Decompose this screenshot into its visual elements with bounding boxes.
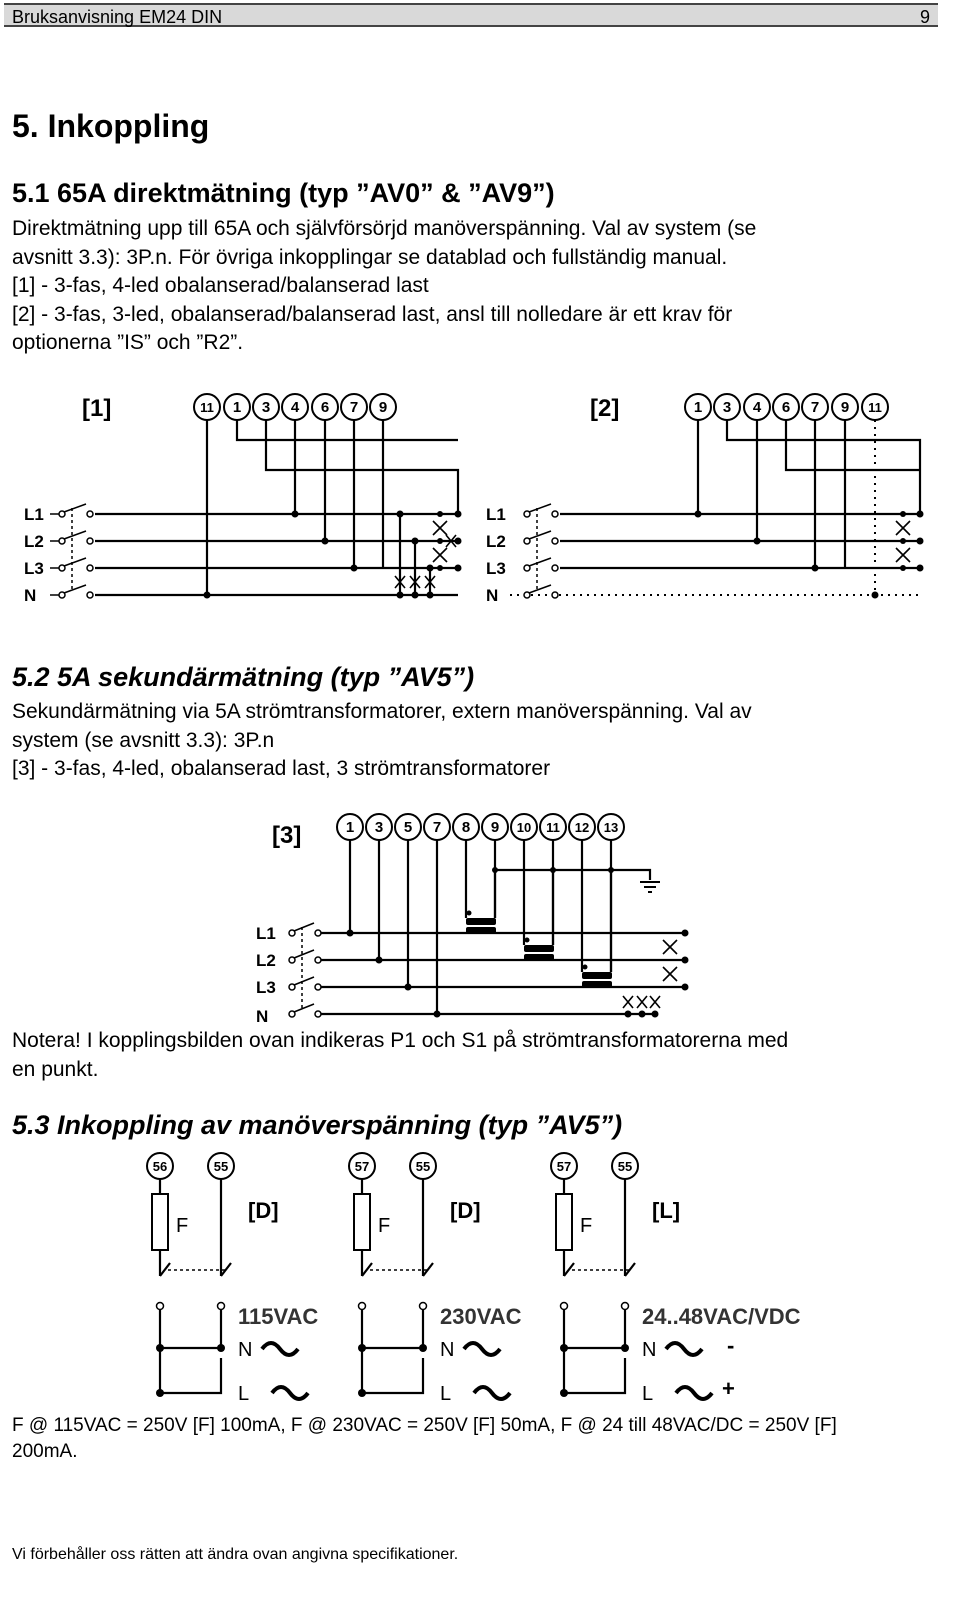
document-title: Bruksanvisning EM24 DIN <box>12 7 223 27</box>
terminal <box>453 814 479 840</box>
terminal <box>424 814 450 840</box>
power-diagram <box>551 1153 801 1405</box>
voltage-label: 24..48VAC/VDC <box>642 1304 801 1329</box>
fuse-label: F <box>580 1215 593 1237</box>
text-line: 200mA. <box>12 1441 78 1462</box>
svg-text:5: 5 <box>403 819 413 836</box>
svg-text:9: 9 <box>490 819 500 836</box>
l-label: L <box>238 1383 250 1405</box>
voltage-label: 230VAC <box>440 1304 522 1329</box>
terminal: 55 <box>617 1159 633 1174</box>
text-line: [3] - 3-fas, 4-led, obalanserad last, 3 strömtransformatorer <box>12 757 551 780</box>
terminal <box>744 394 770 420</box>
svg-text:L3: L3 <box>256 978 276 997</box>
diagram-1-phase-labels <box>24 505 44 605</box>
svg-text:6: 6 <box>781 399 791 416</box>
svg-text:7: 7 <box>432 819 442 836</box>
svg-text:L1: L1 <box>256 924 276 943</box>
n-label: N <box>238 1339 253 1361</box>
svg-text:7: 7 <box>349 399 359 416</box>
diagram-type-label: [L] <box>652 1198 681 1223</box>
terminal <box>194 394 220 420</box>
terminal <box>862 394 888 420</box>
text-line: Sekundärmätning via 5A strömtransformatorer, extern manöverspänning. Val av <box>12 700 752 723</box>
l-label: L <box>642 1383 654 1405</box>
svg-text:6: 6 <box>320 399 330 416</box>
fuse-label: F <box>378 1215 391 1237</box>
svg-text:1: 1 <box>232 399 242 416</box>
terminal <box>366 814 392 840</box>
svg-text:9: 9 <box>378 399 388 416</box>
svg-text:9: 9 <box>840 399 850 416</box>
svg-text:11: 11 <box>200 400 214 415</box>
svg-text:11: 11 <box>868 400 882 415</box>
text-line: optionerna ”IS” och ”R2”. <box>12 331 244 354</box>
fuse-text <box>12 1413 912 1465</box>
section-5-2-text <box>12 698 912 784</box>
terminal: 56 <box>152 1159 168 1174</box>
diagram-1-terminals <box>194 394 396 420</box>
svg-text:L2: L2 <box>24 532 44 551</box>
voltage-label: 115VAC <box>238 1304 319 1329</box>
terminal <box>569 814 595 840</box>
diagram-3-phase-labels <box>256 924 276 1026</box>
diagram-1 <box>24 394 462 605</box>
terminal <box>312 394 338 420</box>
fuse <box>152 1194 168 1250</box>
text-line: [1] - 3-fas, 4-led obalanserad/balanserad last <box>12 274 429 297</box>
svg-text:N: N <box>486 586 499 605</box>
diagram-1-label: [1] <box>82 395 112 422</box>
diagram-2-phase-labels <box>486 505 506 605</box>
fuse-label: F <box>176 1215 189 1237</box>
ac-symbol <box>474 1387 510 1399</box>
section-5-2-heading: 5.2 5A sekundärmätning (typ ”AV5”) <box>12 662 475 692</box>
svg-text:L3: L3 <box>24 559 44 578</box>
svg-text:L3: L3 <box>486 559 506 578</box>
svg-text:13: 13 <box>603 820 619 835</box>
diagram-type-label: [D] <box>248 1198 279 1223</box>
fuse <box>556 1194 572 1250</box>
terminal <box>395 814 421 840</box>
terminal: 57 <box>354 1159 370 1174</box>
terminal <box>341 394 367 420</box>
svg-text:4: 4 <box>290 399 300 416</box>
terminal <box>832 394 858 420</box>
terminal <box>802 394 828 420</box>
terminal <box>224 394 250 420</box>
terminal: 55 <box>415 1159 431 1174</box>
plus-sign: + <box>722 1376 735 1401</box>
ac-symbol <box>272 1387 308 1399</box>
terminal <box>540 814 566 840</box>
diagram-2-terminals <box>685 394 888 420</box>
n-label: N <box>642 1339 657 1361</box>
wiring-diagram-3 <box>0 800 960 1030</box>
page-footer: Vi förbehåller oss rätten att ändra ovan angivna specifikationer. <box>12 1546 459 1563</box>
svg-text:11: 11 <box>546 820 560 835</box>
section-5-1-text <box>12 215 912 358</box>
power-diagram <box>147 1153 318 1405</box>
svg-text:3: 3 <box>261 399 271 416</box>
text-line: avsnitt 3.3): 3P.n. För övriga inkopplingar se datablad och fullständig manual. <box>12 245 728 269</box>
chapter-heading: 5. Inkoppling <box>12 108 210 144</box>
page-header <box>4 3 938 27</box>
section-5-3-heading: 5.3 Inkoppling av manöverspänning (typ ”AV5”) <box>12 1110 623 1140</box>
text-line: system (se avsnitt 3.3): 3P.n <box>12 728 275 752</box>
ac-symbol <box>666 1343 702 1355</box>
text-line: Direktmätning upp till 65A och självförsörjd manöverspänning. Val av system (se <box>12 217 757 240</box>
power-supply-diagrams <box>0 1148 960 1408</box>
svg-text:L1: L1 <box>486 505 506 524</box>
svg-text:N: N <box>24 586 37 605</box>
diagram-2-label: [2] <box>590 395 620 422</box>
svg-text:8: 8 <box>461 819 471 836</box>
diagram-3-terminals <box>337 814 624 840</box>
fuse <box>354 1194 370 1250</box>
terminal <box>511 814 537 840</box>
terminal <box>337 814 363 840</box>
ac-symbol <box>676 1387 712 1399</box>
svg-text:4: 4 <box>752 399 762 416</box>
diagram-type-label: [D] <box>450 1198 481 1223</box>
diagram-3-label: [3] <box>272 822 302 849</box>
svg-text:1: 1 <box>693 399 703 416</box>
wiring-diagrams-1-2 <box>0 380 960 620</box>
terminal <box>714 394 740 420</box>
svg-text:L2: L2 <box>486 532 506 551</box>
ac-symbol <box>262 1343 298 1355</box>
diagram-2 <box>486 394 924 605</box>
svg-text:L1: L1 <box>24 505 44 524</box>
terminal: 55 <box>213 1159 229 1174</box>
svg-text:L2: L2 <box>256 951 276 970</box>
terminal <box>773 394 799 420</box>
svg-text:1: 1 <box>345 819 355 836</box>
l-label: L <box>440 1383 452 1405</box>
power-supply-diagram-group <box>147 1153 801 1405</box>
terminal <box>598 814 624 840</box>
page-number: 9 <box>919 7 930 27</box>
text-line: F @ 115VAC = 250V [F] 100mA, F @ 230VAC = 250V [F] 50mA, F @ 24 till 48VAC/DC = 250V [F] <box>12 1415 837 1436</box>
note-text <box>12 1027 912 1084</box>
svg-text:3: 3 <box>374 819 384 836</box>
text-line: en punkt. <box>12 1057 99 1081</box>
terminal <box>482 814 508 840</box>
terminal <box>253 394 279 420</box>
terminal <box>370 394 396 420</box>
svg-text:10: 10 <box>516 820 532 835</box>
terminal <box>685 394 711 420</box>
svg-text:3: 3 <box>722 399 732 416</box>
text-line: [2] - 3-fas, 3-led, obalanserad/balanserad last, ansl till nolledare är ett krav för <box>12 302 733 326</box>
svg-text:7: 7 <box>810 399 820 416</box>
terminal <box>282 394 308 420</box>
section-5-1-heading: 5.1 65A direktmätning (typ ”AV0” & ”AV9”) <box>12 178 555 208</box>
n-label: N <box>440 1339 455 1361</box>
text-line: Notera! I kopplingsbilden ovan indikeras P1 och S1 på strömtransformatorerna med <box>12 1029 789 1052</box>
power-diagram <box>349 1153 522 1405</box>
minus-sign: - <box>727 1333 735 1358</box>
terminal: 57 <box>556 1159 572 1174</box>
ac-symbol <box>464 1343 500 1355</box>
svg-text:12: 12 <box>574 820 590 835</box>
svg-text:N: N <box>256 1007 269 1026</box>
